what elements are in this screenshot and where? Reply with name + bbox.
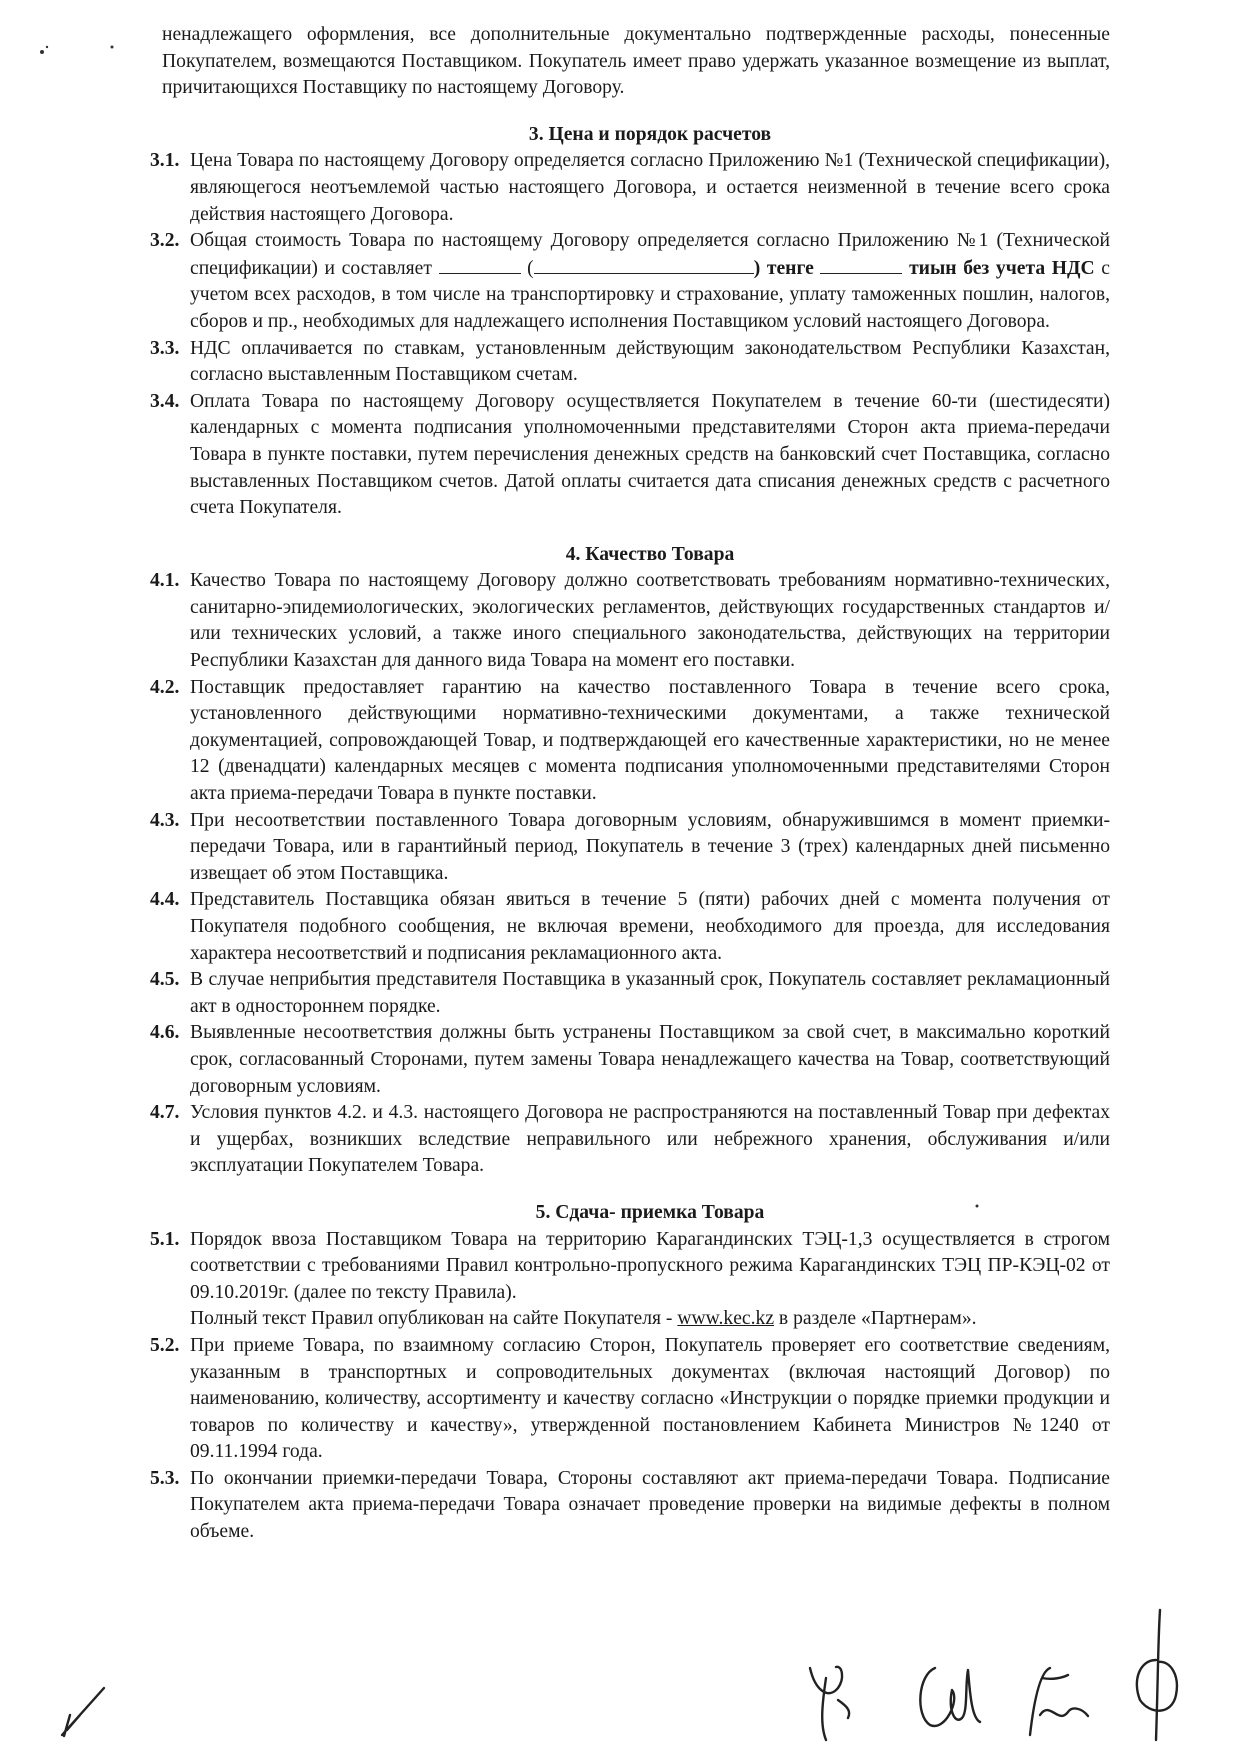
- clause-number: 3.3.: [150, 337, 180, 359]
- section-3-heading: 3. Цена и порядок расчетов: [528, 123, 772, 145]
- clause-text: По окончании приемки-передачи Товара, Стороны составляют акт приема-передачи Товара. Подписание Покупателем акта приема-передачи Товара означает проведение проверки на видимые дефекты в полном объеме.: [190, 1467, 1110, 1543]
- clause-number: 4.4.: [150, 889, 180, 911]
- amount-blank: [439, 255, 521, 274]
- paren-open: (: [520, 257, 534, 279]
- clause-number: 5.3.: [150, 1467, 180, 1489]
- section-5-heading: 5. Сдача- приемка Товара: [535, 1201, 765, 1223]
- clause-text-part: Полный текст Правил опубликован на сайте Покупателя -: [190, 1308, 678, 1330]
- clause-text: Порядок ввоза Поставщиком Товара на территорию Карагандинских ТЭЦ-1,3 осуществляется в строгом соответствии с требованиями Правил контрольно-пропускного режима Карагандинских ТЭЦ ПР-КЭЦ-02 от 09.10.2019г. (далее по тексту Правила).: [190, 1228, 1110, 1303]
- initial-mark-4: [1137, 1610, 1177, 1740]
- clause-text: Цена Товара по настоящему Договору определяется согласно Приложению №1 (Технической спецификации), являющегося неотъемлемой частью настоящего Договора, и остается неизменной в течение всего срока действия настоящего Договора.: [190, 150, 1110, 225]
- clause-4-7: [150, 1100, 1110, 1180]
- clause-text-part: Общая стоимость Товара по настоящему Договору определяется согласно Приложению №1 (Технической спецификации) и составляет: [190, 230, 1110, 279]
- clause-number: 3.2.: [150, 230, 180, 252]
- clause-number: 4.6.: [150, 1022, 180, 1044]
- section-4-heading: 4. Качество Товара: [565, 543, 735, 565]
- initial-mark-3: [1030, 1668, 1088, 1735]
- initial-mark-2: [920, 1668, 980, 1726]
- clause-number: 5.1.: [150, 1228, 180, 1250]
- clause-text-part: с учетом всех расходов, в том числе на транспортировку и страхование, уплату таможенных пошлин, налогов, сборов и пр., необходимых для надлежащего исполнения Поставщиком условий настоящего Договора.: [190, 257, 1110, 332]
- clause-number: 3.1.: [150, 150, 180, 172]
- clause-3-2: [150, 228, 1110, 335]
- clause-4-1: [150, 568, 1110, 674]
- clause-number: 4.3.: [150, 809, 180, 831]
- clause-text: Поставщик предоставляет гарантию на качество поставленного Товара в течение всего срока, установленного действующими нормативно-техническими документами, а также технической документацией, сопровождающей Товар, и подтверждающей его качественные характеристики, но не менее 12 (двенадцати) календарных месяцев с момента подписания уполномоченными представителями Сторон акта приема-передачи Товара в пункте поставки.: [190, 676, 1110, 805]
- clause-number: 5.2.: [150, 1334, 180, 1356]
- clause-text: Условия пунктов 4.2. и 4.3. настоящего Договора не распространяются на поставленный Товар при дефектах и ущербах, возникших вследствие неправильного или небрежного хранения, обслуживания и/или эксплуатации Покупателем Товара.: [190, 1102, 1110, 1177]
- clause-text-part: в разделе «Партнерам».: [774, 1308, 977, 1330]
- clause-5-2: [150, 1333, 1110, 1466]
- clause-number: 4.5.: [150, 969, 180, 991]
- amount-words-blank: [534, 255, 754, 274]
- initial-stroke-left: [62, 1688, 104, 1736]
- clause-text: [190, 228, 1110, 335]
- clause-text: НДС оплачивается по ставкам, установленным действующим законодательством Республики Казахстан, согласно выставленным Поставщиком счетам.: [190, 337, 1110, 386]
- clause-text: Выявленные несоответствия должны быть устранены Поставщиком за свой счет, в максимально короткий срок, согласованный Сторонами, путем замены Товара ненадлежащего качества на Товар, соответствующий договорным условиям.: [190, 1022, 1110, 1097]
- clause-number: 4.1.: [150, 570, 180, 592]
- tiyn-blank: [820, 255, 902, 274]
- clause-5-1: [150, 1227, 1110, 1333]
- contract-text: [150, 22, 1110, 1546]
- clause-number: 4.2.: [150, 676, 180, 698]
- clause-3-3: [150, 336, 1110, 389]
- clause-number: 4.7.: [150, 1102, 180, 1124]
- clause-3-4: [150, 389, 1110, 522]
- clause-text: Оплата Товара по настоящему Договору осуществляется Покупателем в течение 60-ти (шестидесяти) календарных с момента подписания уполномоченными представителями Сторон акта приема-передачи Товара в пункте поставки, путем перечисления денежных средств на банковский счет Поставщика, согласно выставленных Поставщиком счетов. Датой оплаты считается дата списания денежных средств с расчетного счета Покупателя.: [190, 390, 1110, 519]
- clause-4-2: [150, 675, 1110, 808]
- clause-text: В случае неприбытия представителя Поставщика в указанный срок, Покупатель составляет рекламационный акт в одностороннем порядке.: [190, 969, 1110, 1017]
- clause-4-5: [150, 967, 1110, 1020]
- clause-text-2: [190, 1306, 1110, 1333]
- clause-text: При несоответствии поставленного Товара договорным условиям, обнаружившимся в момент приемки-передачи Товара, или в гарантийный период, Покупатель в течение 3 (трех) календарных дней письменно извещает об этом Поставщика.: [190, 809, 1110, 884]
- clause-5-3: [150, 1466, 1110, 1546]
- clause-4-3: [150, 808, 1110, 888]
- initial-mark-1: [810, 1667, 849, 1740]
- clause-number: 3.4.: [150, 390, 180, 412]
- clause-4-4: [150, 887, 1110, 967]
- clause-text: Качество Товара по настоящему Договору должно соответствовать требованиям нормативно-технических, санитарно-эпидемиологических, экологических регламентов, действующих государственных стандартов и/или технических условий, а также иного специального законодательства, действующих на территории Республики Казахстан для данного вида Товара на момент его поставки.: [190, 570, 1110, 672]
- clause-4-6: [150, 1020, 1110, 1100]
- clause-3-1: [150, 148, 1110, 228]
- website-link[interactable]: www.kec.kz: [677, 1308, 775, 1330]
- clause-text: Представитель Поставщика обязан явиться в течение 5 (пяти) рабочих дней с момента получения от Покупателя подобного сообщения, не включая времени, необходимого для проезда, для исследования характера несоответствий и подписания рекламационного акта.: [190, 889, 1110, 964]
- intro-paragraph: ненадлежащего оформления, все дополнительные документально подтвержденные расходы, понесенные Покупателем, возмещаются Поставщиком. Покупатель имеет право удержать указанное возмещение из выплат, причитающихся Поставщику по настоящему Договору.: [162, 24, 1110, 99]
- clause-text: При приеме Товара, по взаимному согласию Сторон, Покупатель проверяет его соответствие сведениям, указанным в транспортных и сопроводительных документах (включая настоящий Договор) по наименованию, количеству, ассортименту и качеству согласно «Инструкции о порядке приемки продукции и товаров по количеству и качеству», утвержденной постановлением Кабинета Министров №1240 от 09.11.1994 года.: [190, 1334, 1110, 1463]
- tenge-label: ) тенге: [753, 257, 821, 279]
- vat-note: тиын без учета НДС: [909, 257, 1095, 279]
